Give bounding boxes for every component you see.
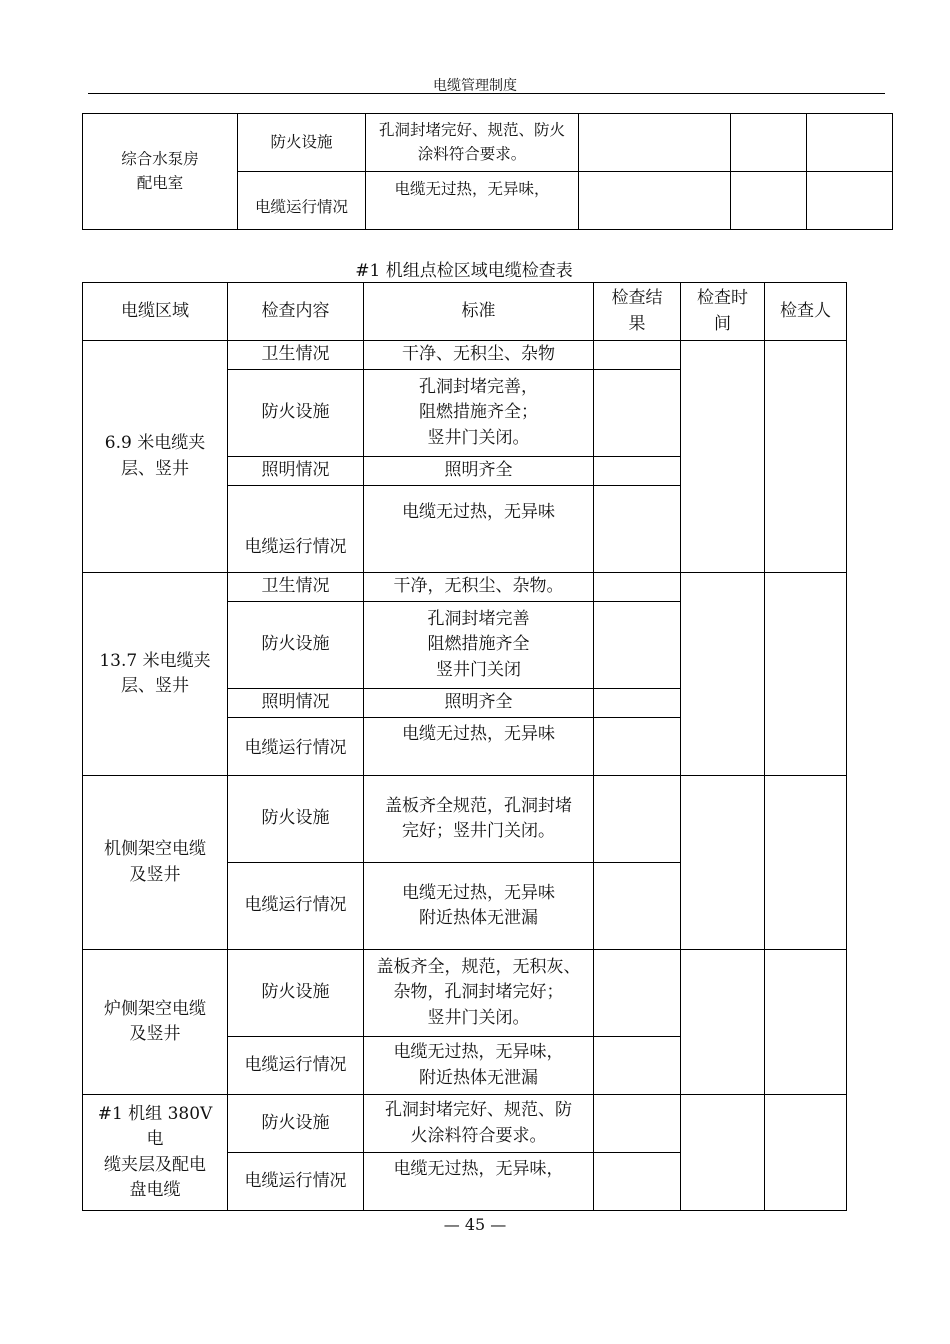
item-cell: 防火设施 (228, 370, 364, 457)
standard-cell: 孔洞封堵完善， 阻燃措施齐全； 竖井门关闭。 (364, 370, 594, 457)
item-cell: 防火设施 (228, 1095, 364, 1153)
time-cell (681, 1095, 765, 1211)
standard-cell: 孔洞封堵完好、规范、防火 涂料符合要求。 (366, 114, 579, 172)
inspector-cell (765, 573, 847, 776)
header-area: 电缆区域 (83, 283, 228, 341)
item-cell: 防火设施 (228, 602, 364, 689)
standard-cell: 电缆无过热，无异味 (364, 486, 594, 573)
standard-cell: 电缆无过热，无异味， (364, 1153, 594, 1211)
item-cell: 卫生情况 (228, 341, 364, 370)
item-cell: 电缆运行情况 (238, 172, 366, 230)
standard-cell: 干净，无积尘、杂物。 (364, 573, 594, 602)
result-cell (594, 718, 681, 776)
table-row (83, 1095, 847, 1153)
result-cell (594, 602, 681, 689)
inspector-cell (765, 341, 847, 573)
area-cell: #1 机组 380V 电 缆夹层及配电 盘电缆 (83, 1095, 228, 1211)
area-cell: 13.7 米电缆夹 层、竖井 (83, 573, 228, 776)
header-content: 检查内容 (228, 283, 364, 341)
result-cell (594, 486, 681, 573)
result-cell (594, 1153, 681, 1211)
time-cell (731, 114, 807, 172)
item-cell: 电缆运行情况 (228, 486, 364, 573)
header-inspector: 检查人 (765, 283, 847, 341)
result-cell (594, 950, 681, 1037)
header-result: 检查结 果 (594, 283, 681, 341)
result-cell (594, 341, 681, 370)
item-cell: 卫生情况 (228, 573, 364, 602)
item-cell: 电缆运行情况 (228, 863, 364, 950)
standard-cell: 电缆无过热，无异味， (366, 172, 579, 230)
item-cell: 电缆运行情况 (228, 1037, 364, 1095)
area-cell: 机侧架空电缆 及竖井 (83, 776, 228, 950)
table-header-row (83, 283, 847, 341)
result-cell (594, 776, 681, 863)
result-cell (594, 457, 681, 486)
time-cell (731, 172, 807, 230)
inspector-cell (765, 776, 847, 950)
table-row (83, 950, 847, 1037)
result-cell (579, 114, 731, 172)
inspector-cell (765, 950, 847, 1095)
header-standard: 标准 (364, 283, 594, 341)
standard-cell: 照明齐全 (364, 457, 594, 486)
result-cell (594, 370, 681, 457)
item-cell: 防火设施 (238, 114, 366, 172)
area-cell: 6.9 米电缆夹 层、竖井 (83, 341, 228, 573)
item-cell: 防火设施 (228, 776, 364, 863)
standard-cell: 盖板齐全规范，孔洞封堵 完好；竖井门关闭。 (364, 776, 594, 863)
inspector-cell (807, 172, 893, 230)
item-cell: 防火设施 (228, 950, 364, 1037)
standard-cell: 电缆无过热，无异味 附近热体无泄漏 (364, 863, 594, 950)
inspector-cell (765, 1095, 847, 1211)
inspection-table (82, 282, 847, 1211)
header-rule (88, 93, 885, 94)
area-cell: 炉侧架空电缆 及竖井 (83, 950, 228, 1095)
standard-cell: 电缆无过热，无异味， 附近热体无泄漏 (364, 1037, 594, 1095)
standard-cell: 电缆无过热，无异味 (364, 718, 594, 776)
result-cell (594, 1037, 681, 1095)
table-row (83, 341, 847, 370)
time-cell (681, 341, 765, 573)
standard-cell: 孔洞封堵完善 阻燃措施齐全 竖井门关闭 (364, 602, 594, 689)
inspector-cell (807, 114, 893, 172)
page-header-title: 电缆管理制度 (433, 78, 517, 94)
continuation-table (82, 113, 893, 230)
table-row (83, 573, 847, 602)
page-number: — 45 — (443, 1215, 507, 1234)
time-cell (681, 776, 765, 950)
standard-cell: 孔洞封堵完好、规范、防 火涂料符合要求。 (364, 1095, 594, 1153)
standard-cell: 干净、无积尘、杂物 (364, 341, 594, 370)
result-cell (594, 573, 681, 602)
result-cell (594, 689, 681, 718)
standard-cell: 照明齐全 (364, 689, 594, 718)
result-cell (579, 172, 731, 230)
header-time: 检查时 间 (681, 283, 765, 341)
time-cell (681, 573, 765, 776)
result-cell (594, 1095, 681, 1153)
standard-cell: 盖板齐全，规范，无积灰、 杂物，孔洞封堵完好； 竖井门关闭。 (364, 950, 594, 1037)
table-caption: #1 机组点检区域电缆检查表 (355, 261, 573, 281)
table-row (83, 776, 847, 863)
item-cell: 电缆运行情况 (228, 718, 364, 776)
item-cell: 照明情况 (228, 457, 364, 486)
area-cell: 综合水泵房 配电室 (83, 114, 238, 230)
item-cell: 照明情况 (228, 689, 364, 718)
time-cell (681, 950, 765, 1095)
item-cell: 电缆运行情况 (228, 1153, 364, 1211)
result-cell (594, 863, 681, 950)
